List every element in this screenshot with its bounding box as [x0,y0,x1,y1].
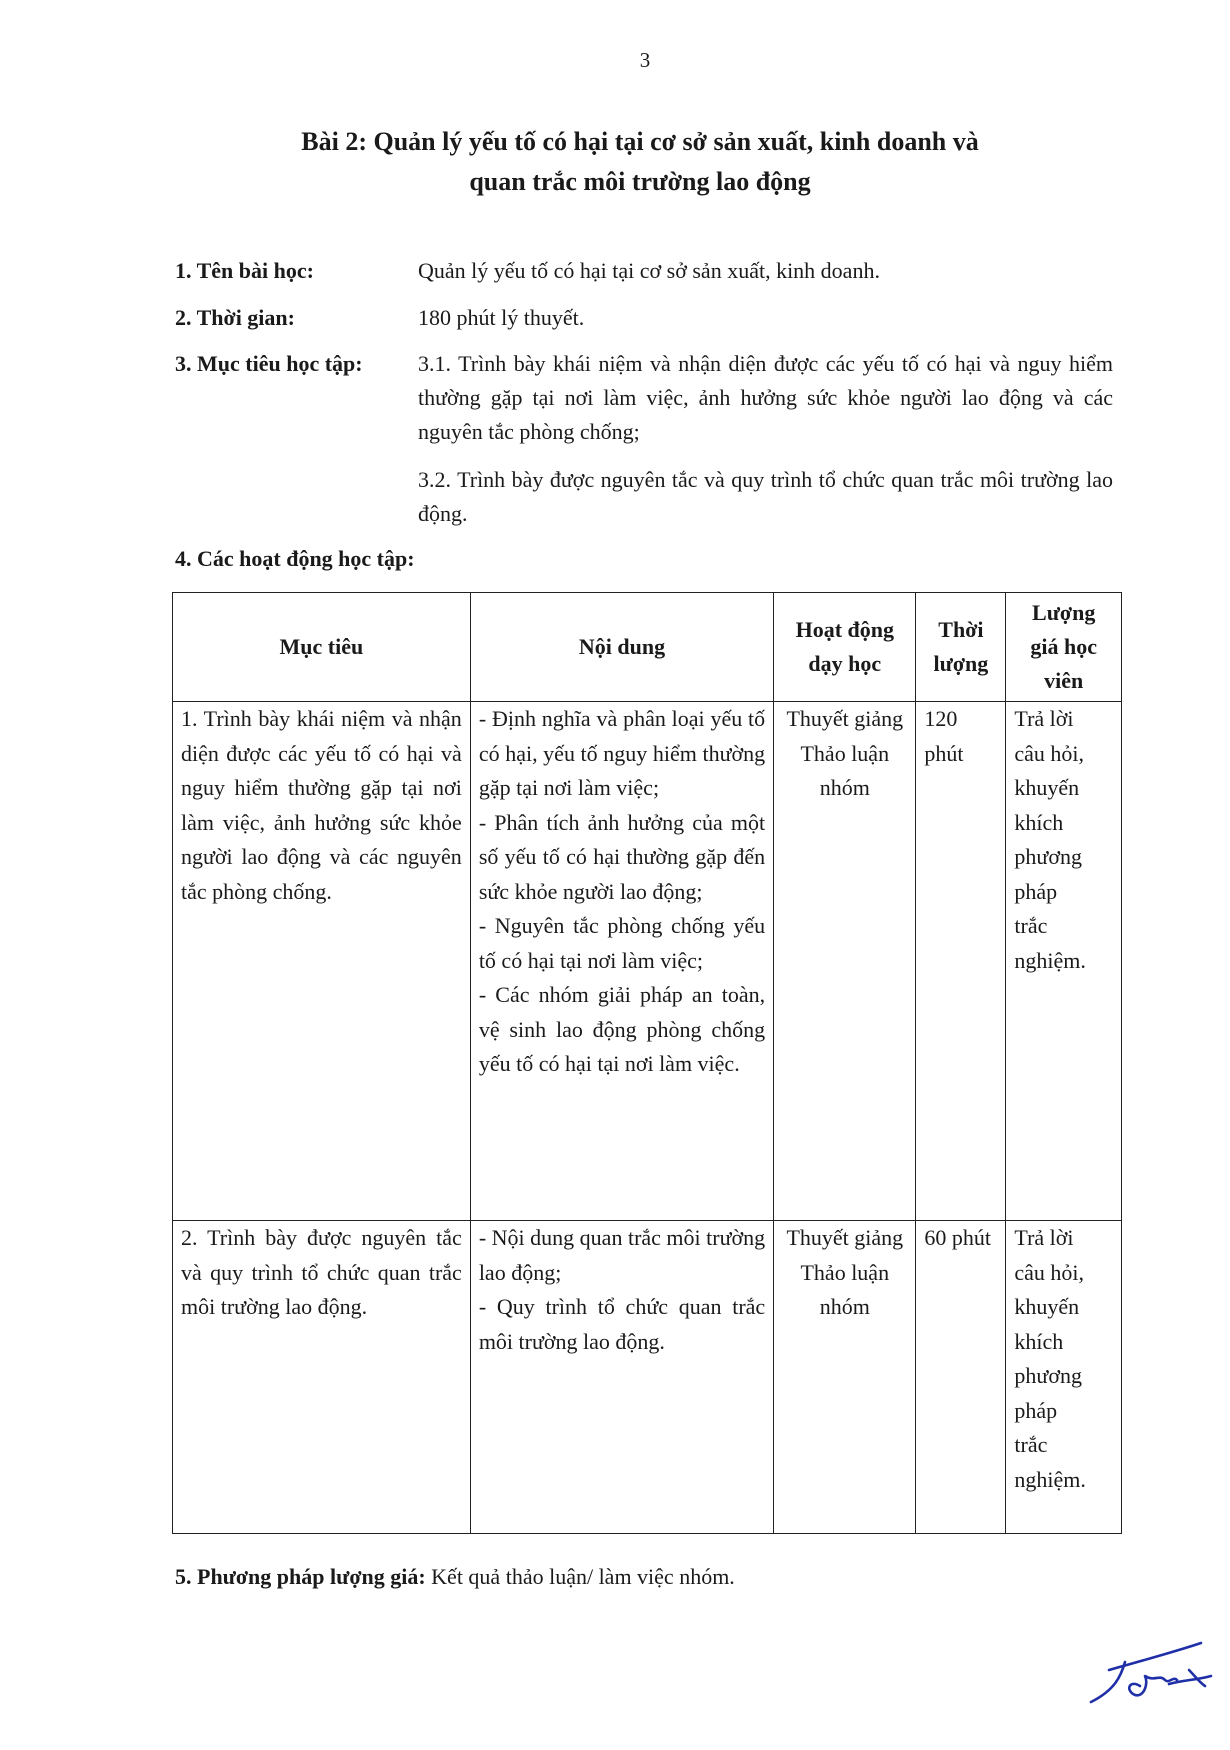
cell-eval [1006,1221,1122,1534]
activity-item: Thảo luận nhóm [800,740,890,800]
content-item: - Các nhóm giải pháp an toàn, vệ sinh lao động phòng chống yếu tố có hại tại nơi làm việc. [478,982,766,1076]
eval-word: khích [1014,809,1064,835]
header-eval [1006,593,1122,702]
cell-content [470,702,773,1221]
info-value: 180 phút lý thuyết. [418,305,585,330]
eval-word: pháp [1014,878,1058,904]
activities-heading: 4. Các hoạt động học tập: [175,546,415,571]
cell-eval [1006,702,1122,1221]
info-label: 2. Thời gian: [175,305,295,330]
eval-word: nghiệm. [1014,1466,1086,1492]
header-eval-line: viên [1044,668,1084,693]
lesson-title-line-1: Bài 2: Quản lý yếu tố có hại tại cơ sở sản xuất, kinh doanh và [301,127,979,156]
cell-activity [774,1221,916,1534]
eval-word: khích [1014,1328,1064,1354]
info-value: Quản lý yếu tố có hại tại cơ sở sản xuất, kinh doanh. [418,258,880,283]
eval-word: trắc [1014,1432,1048,1457]
activity-item: Thuyết giảng [786,706,904,731]
content-item: - Nguyên tắc phòng chống yếu tố có hại tại nơi làm việc; [478,913,766,973]
evaluation-method [175,1564,735,1590]
eval-word: câu hỏi, [1014,740,1085,766]
header-eval-line: giá học [1030,634,1098,659]
cell-time: 60 phút [916,1221,1006,1534]
content-item: - Phân tích ảnh hưởng của một số yếu tố có hại thường gặp đến sức khỏe người lao động; [478,809,766,904]
info-label: 3. Mục tiêu học tập: [175,351,363,376]
eval-word: phương [1014,1363,1082,1388]
table-row [173,1221,1122,1534]
eval-word: khuyến [1014,1294,1080,1319]
activity-item: Thảo luận nhóm [800,1259,890,1319]
signature-initials [1085,1640,1215,1710]
cell-goal: 1. Trình bày khái niệm và nhận diện được các yếu tố có hại và nguy hiểm thường gặp tại nơi làm việc, ảnh hưởng sức khỏe người lao động và các nguyên tắc phòng chống. [173,702,471,1221]
objective-item: 3.2. Trình bày được nguyên tắc và quy trình tổ chức quan trắc môi trường lao động. [418,467,1113,526]
cell-activity [774,702,916,1221]
lesson-title-line-2: quan trắc môi trường lao động [469,167,811,196]
eval-word: trắc [1014,913,1048,938]
cell-content [470,1221,773,1534]
content-item: - Nội dung quan trắc môi trường lao động; [478,1225,766,1285]
eval-word: pháp [1014,1397,1058,1423]
header-time [916,593,1006,702]
cell-time: 120 phút [916,702,1006,1221]
activities-table [172,592,1122,1534]
eval-word: Trả lời [1014,1225,1074,1250]
info-label: 1. Tên bài học: [175,258,314,283]
lesson-title [170,122,1110,202]
page-number: 3 [639,48,651,72]
header-activity-line: dạy học [808,651,882,676]
header-activity [774,593,916,702]
eval-word: khuyến [1014,775,1080,800]
content-item: - Quy trình tổ chức quan trắc môi trường lao động. [478,1294,766,1354]
table-row [173,702,1122,1221]
header-time-line: Thời [938,617,984,642]
header-time-line: lượng [933,651,989,676]
header-eval-line: Lượng [1032,600,1096,625]
eval-word: nghiệm. [1014,947,1086,973]
eval-word: câu hỏi, [1014,1259,1085,1285]
cell-goal: 2. Trình bày được nguyên tắc và quy trình tổ chức quan trắc môi trường lao động. [173,1221,471,1534]
content-item: - Định nghĩa và phân loại yếu tố có hại, yếu tố nguy hiểm thường gặp tại nơi làm việc; [478,706,766,800]
table-header-row [173,593,1122,702]
eval-word: phương [1014,844,1082,869]
header-content: Nội dung [470,593,773,702]
evaluation-label: 5. Phương pháp lượng giá: [175,1564,426,1589]
eval-word: Trả lời [1014,706,1074,731]
activity-item: Thuyết giảng [786,1225,904,1250]
evaluation-value: Kết quả thảo luận/ làm việc nhóm. [425,1564,735,1589]
header-activity-line: Hoạt động [795,617,894,642]
objective-item: 3.1. Trình bày khái niệm và nhận diện được các yếu tố có hại và nguy hiểm thường gặp tại nơi làm việc, ảnh hưởng sức khỏe người lao động và các nguyên tắc phòng chống; [418,351,1113,444]
header-goal: Mục tiêu [173,593,471,702]
